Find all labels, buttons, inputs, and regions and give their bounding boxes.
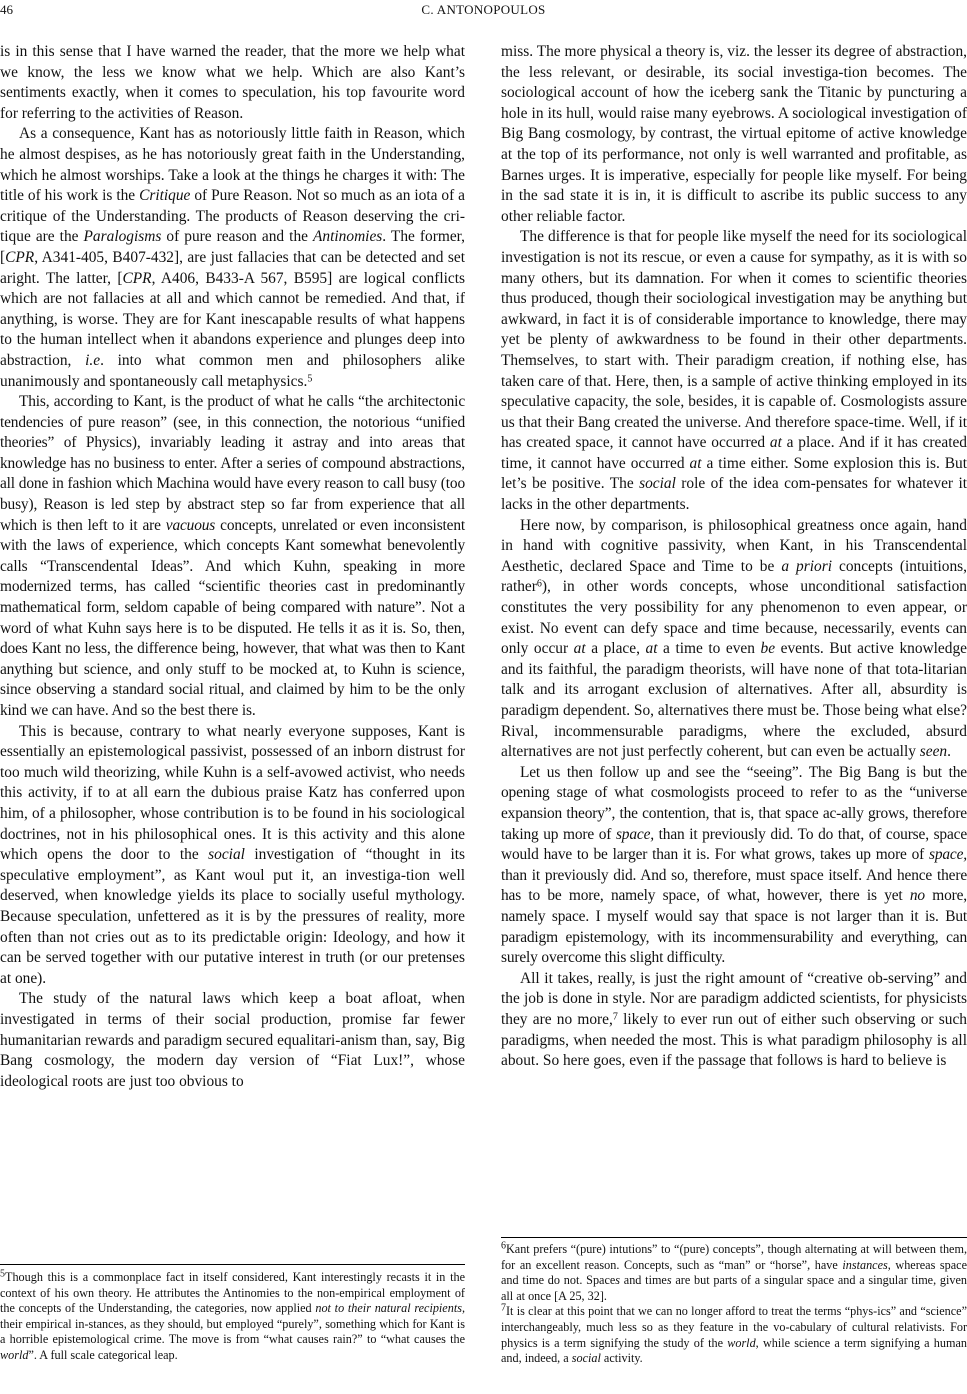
- left-paragraph-3: This, according to Kant, is the product of what he calls “the architectonic tendencies of pure reason” (see, in this connection, the notorious “unified theories” of Physics), invariably leading it astray and into areas that knowledge has no business to enter. After a series of compound abstractions, all done in fashion which Machina would have every reason to call busy (too busy), Reason is led step by abstract step so far from experience that all which is then left to it are vacuous concepts, unrelated or even inconsistent with the laws of experience, which concepts Kant somewhat benevolently calls “Transcendental Ideas”. And which Kuhn, speaking in more modernized terms, has called “scientific theories cast in predominantly mathematical form, seldom capable of being compared with nature”. Not a word of what Kuhn says here is to be disputed. He tells it as it is. So, then, does Kant no less, the difference being, however, that what was then to Kant anything but science, and only stuff to be mocked at, to Kuhn is science, since observing a standard social ritual, and claimed by him to be the only kind we can have. And so the best there is.: [0, 393, 466, 719]
- left-paragraph-4: This is because, contrary to what nearly everyone supposes, Kant is essentially an epistemological passivist, possessed of an inborn distrust for too much wild theorizing, while Kuhn is a self-avowed activist, who needs this activity, if to at all earn the dubious praise Katz has conferred upon him, of a philosopher, whose contribution is to be found in his sociological doctrines, not in his philosophical ones. It is this activity and this alone which opens the door to the social investigation of “thought in its speculative employment”, as Kant woul put it, an investiga-tion well deserved, when knowledge yields its place to socially useful mythology. Because speculation, unfettered as it is by the pressures of reality, more often than not cries out as to its predictable origin: Ideology, and how it can be served together with our putative interest in truth (or our pretenses at one).: [0, 722, 465, 987]
- footnote-ref-7[interactable]: 7: [612, 1011, 618, 1023]
- right-column: [501, 42, 967, 1072]
- right-paragraph-4: Let us then follow up and see the “seeing”. The Big Bang is but the opening stage of what cosmologists proceed to refer to as the “universe expansion theory”, the contention, that is, that space ac-ally grows, therefore taking up more of space, than it previously did. To do that, of course, space would have to be larger than it is. For what grows, takes up more of space, than it previously did. And so, therefore, must space itself. And hence there has to be more, namely space, of what, however, there is yet no more, namely space. I myself would say that space is not larger than it is. But paradigm epistemology, with its incommensurability and everything, can surely overcome this slight difficulty.: [501, 763, 967, 967]
- right-paragraph-5: All it takes, really, is just the right amount of “creative ob-serving” and the job is done in style. Nor are paradigm addicted scientists, for physicists they are no more,$^7$ likely to ever run out of either such observing or such paradigms, when needed the most. This is what paradigm philosophy is all about. So here goes, even if the passage that follows is hard to believe is: [501, 969, 967, 1070]
- footnotes-left: [0, 1270, 465, 1364]
- right-paragraph-1: miss. The more physical a theory is, viz. the lesser its degree of abstraction, the less relevant, or desirable, its social investiga-tion becomes. The sociological account of how the iceberg sank the Titanic by puncturing a hole in its hull, would raise many eyebrows. A sociological investigation of Big Bang cosmology, by contrast, the virtual epitome of active knowledge at the top of its performance, not only is well warranted and profitable, as Barnes urges. It is imperative, especially for people like myself. For being in the sad state it is in, it is difficult to ascribe its public success to any other reliable factor.: [501, 43, 967, 225]
- left-paragraph-2: As a consequence, Kant has as notoriously little faith in Reason, which he almost despises, as he has notoriously great faith in the Understanding, which he almost worships. Take a look at the things he charges it with: The title of his work is the Critique of Pure Reason. Not so much as an iota of a critique of the Understanding. The products of Reason deserving the cri-tique are the Paralogisms of pure reason and the Antinomies. The former, [CPR, A341-405, B407-432], are just fallacies that can be detected and set aright. The latter, [CPR, A406, B433-A 567, B595] are logical conflicts which are not fallacies at all and which cannot be remedied. And that, if anything, is worse. They are for Kant inescapable results of what happens to the human intellect when it abandons experience and plunges deep into abstraction, i.e. into what common men and philosophers alike unanimously and spontaneously call metaphysics.$^5$: [0, 125, 466, 390]
- page-number: 46: [0, 2, 13, 17]
- footnotes-right: [501, 1242, 967, 1367]
- page-header: [0, 2, 967, 24]
- footnote-ref-5[interactable]: 5: [307, 373, 313, 384]
- left-column: [0, 42, 465, 1092]
- footnote-7: $^7$It is clear at this point that we can no longer afford to treat the terms “phys-ics” and “science” interchangeably, much less so as they feature in the vo-cabulary of cultural relativists. For physics is a term signifying the study of the world, while science a term signifying a human and, indeed, a social activity.: [501, 1302, 967, 1366]
- left-paragraph-5: The study of the natural laws which keep a boat afloat, when investigated in terms of their social production, promise far fewer humanitarian rewards and paradigm secured equalitari-anism than, say, Big Bang cosmology, the modern day version of “Fiat Lux!”, whose ideological roots are just too obvious to: [0, 990, 465, 1090]
- footnote-rule-left: [0, 1264, 465, 1265]
- left-paragraph-1: is in this sense that I have warned the reader, that the more we help what we know, the less we know what we help. Which are also Kant’s sentiments exactly, when it comes to speculation, his top favourite word for referring to the activities of Reason.: [0, 43, 465, 122]
- footnote-6: $^6$Kant prefers “(pure) intutions” to “(pure) concepts”, though alternating at will between them, for an excellent reason. Concepts, such as “man” or “horse”, have instances, whereas space and time do not. Spaces and times are but parts of a singular space and a singular time, given all at once [A 25, 32].: [501, 1240, 967, 1303]
- footnote-5: $^5$Though this is a commonplace fact in itself considered, Kant interestingly recasts it in the context of his own theory. He attributes the Antinomies to the non-empirical employment of the concepts of the Understanding, the categories, now applied not to their natural recipients, their empirical in-stances, as they should, but employed “purely”, something which for Kant is a horrible epistemological crime. The move is from “what causes rain?” to “what causes the world”. A full scale categorical leap.: [0, 1268, 465, 1362]
- footnote-rule-right: [501, 1237, 967, 1238]
- footnote-ref-6[interactable]: 6: [536, 578, 542, 590]
- right-paragraph-2: The difference is that for people like myself the need for its sociological investigation is not its rescue, or even a cause for sympathy, as it is with so many others, but its damnation. For when it comes to scientific theories thus produced, though their sociological investigation may be anything but awkward, in fact it is of considerable importance to knowledge, there may yet be plenty of awkwardness to be found in their other departments. Themselves, to start with. Their paradigm creation, if nothing else, has taken care of that. Here, then, is a sample of active thinking employed in its speculative capacity, the sole, besides, it is capable of. Cosmologists assure us that their Bang created the universe. And therefore space-time. Well, if it has created space, it cannot have occurred at a place. And if it has created time, it cannot have occurred at a time either. Some explosion this is. But let’s be positive. The social role of the idea com-pensates for whatever it lacks in the other departments.: [501, 228, 967, 514]
- right-paragraph-3: Here now, by comparison, is philosophical greatness once again, hand in hand with cognitive passivity, when Kant, in his Transcendental Aesthetic, declared Space and Time to be a priori concepts (intuitions, rather$^6$), in other words concepts, whose unconditional satisfaction constitutes the very possibility for any phenomenon to even appear, or exist. No event can defy space and time because, necessarily, events can only occur at a place, at a time to even be events. But active knowledge and its faithful, the paradigm theorists, will have none of that tota-litarian talk and its arrogant exclusion of alternatives. After all, absurdity is paradigm dependent. So, alternatives there must be. Those being what else? Rival, incommensurable paradigms, where the excluded, absurd alternatives are not just perfectly coherent, but can even be actually seen.: [501, 516, 967, 761]
- running-head: C. ANTONOPOULOS: [421, 2, 546, 17]
